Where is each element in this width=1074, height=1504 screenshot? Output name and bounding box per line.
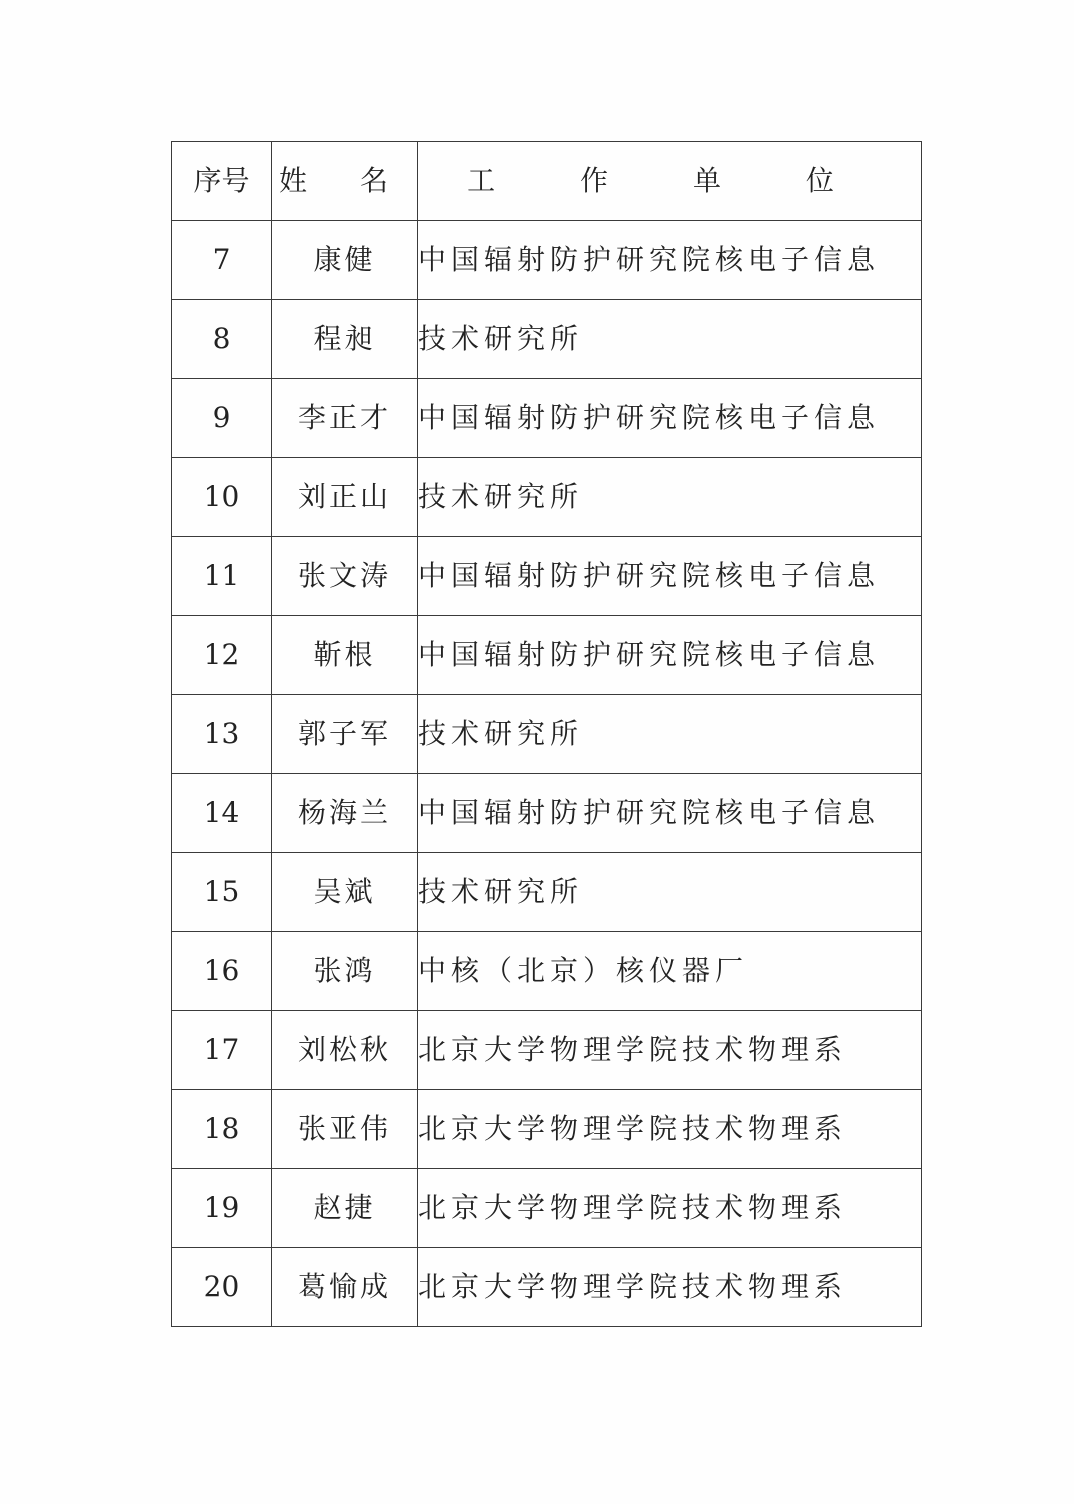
header-row <box>172 142 922 221</box>
table-row <box>172 932 922 1011</box>
cell-number: 20 <box>172 1248 272 1327</box>
cell-name: 葛愉成 <box>272 1248 418 1327</box>
cell-number: 14 <box>172 774 272 853</box>
personnel-table <box>171 141 922 1327</box>
cell-unit: 技术研究所 <box>418 853 922 932</box>
cell-number: 13 <box>172 695 272 774</box>
table-row <box>172 616 922 695</box>
table-row <box>172 379 922 458</box>
cell-number: 19 <box>172 1169 272 1248</box>
cell-unit: 北京大学物理学院技术物理系 <box>418 1248 922 1327</box>
cell-number: 18 <box>172 1090 272 1169</box>
cell-unit: 技术研究所 <box>418 695 922 774</box>
cell-number: 12 <box>172 616 272 695</box>
header-unit: 工 作 单 位 <box>418 142 922 221</box>
cell-name: 张文涛 <box>272 537 418 616</box>
table-row <box>172 300 922 379</box>
cell-unit: 北京大学物理学院技术物理系 <box>418 1169 922 1248</box>
cell-unit: 中国辐射防护研究院核电子信息 <box>418 537 922 616</box>
cell-name: 赵捷 <box>272 1169 418 1248</box>
table-row <box>172 1011 922 1090</box>
cell-unit: 中国辐射防护研究院核电子信息 <box>418 221 922 300</box>
cell-name: 靳根 <box>272 616 418 695</box>
cell-number: 10 <box>172 458 272 537</box>
cell-unit: 中国辐射防护研究院核电子信息 <box>418 379 922 458</box>
cell-name: 吴斌 <box>272 853 418 932</box>
table-header <box>172 142 922 221</box>
table-row <box>172 695 922 774</box>
cell-unit: 中核（北京）核仪器厂 <box>418 932 922 1011</box>
table-row <box>172 1090 922 1169</box>
header-number: 序号 <box>172 142 272 221</box>
cell-number: 7 <box>172 221 272 300</box>
cell-number: 16 <box>172 932 272 1011</box>
cell-unit: 技术研究所 <box>418 458 922 537</box>
cell-name: 刘松秋 <box>272 1011 418 1090</box>
cell-name: 刘正山 <box>272 458 418 537</box>
cell-unit: 中国辐射防护研究院核电子信息 <box>418 616 922 695</box>
cell-name: 张亚伟 <box>272 1090 418 1169</box>
cell-unit: 技术研究所 <box>418 300 922 379</box>
table-row <box>172 221 922 300</box>
cell-unit: 北京大学物理学院技术物理系 <box>418 1011 922 1090</box>
cell-name: 张鸿 <box>272 932 418 1011</box>
cell-number: 17 <box>172 1011 272 1090</box>
table-row <box>172 1169 922 1248</box>
cell-number: 8 <box>172 300 272 379</box>
table-row <box>172 853 922 932</box>
table-body <box>172 221 922 1327</box>
cell-name: 李正才 <box>272 379 418 458</box>
cell-name: 杨海兰 <box>272 774 418 853</box>
cell-name: 程昶 <box>272 300 418 379</box>
cell-name: 郭子军 <box>272 695 418 774</box>
table-row <box>172 458 922 537</box>
cell-name: 康健 <box>272 221 418 300</box>
table-row <box>172 774 922 853</box>
header-name: 姓 名 <box>272 142 418 221</box>
cell-unit: 北京大学物理学院技术物理系 <box>418 1090 922 1169</box>
cell-number: 11 <box>172 537 272 616</box>
cell-unit: 中国辐射防护研究院核电子信息 <box>418 774 922 853</box>
cell-number: 9 <box>172 379 272 458</box>
table-row <box>172 537 922 616</box>
table-row <box>172 1248 922 1327</box>
cell-number: 15 <box>172 853 272 932</box>
